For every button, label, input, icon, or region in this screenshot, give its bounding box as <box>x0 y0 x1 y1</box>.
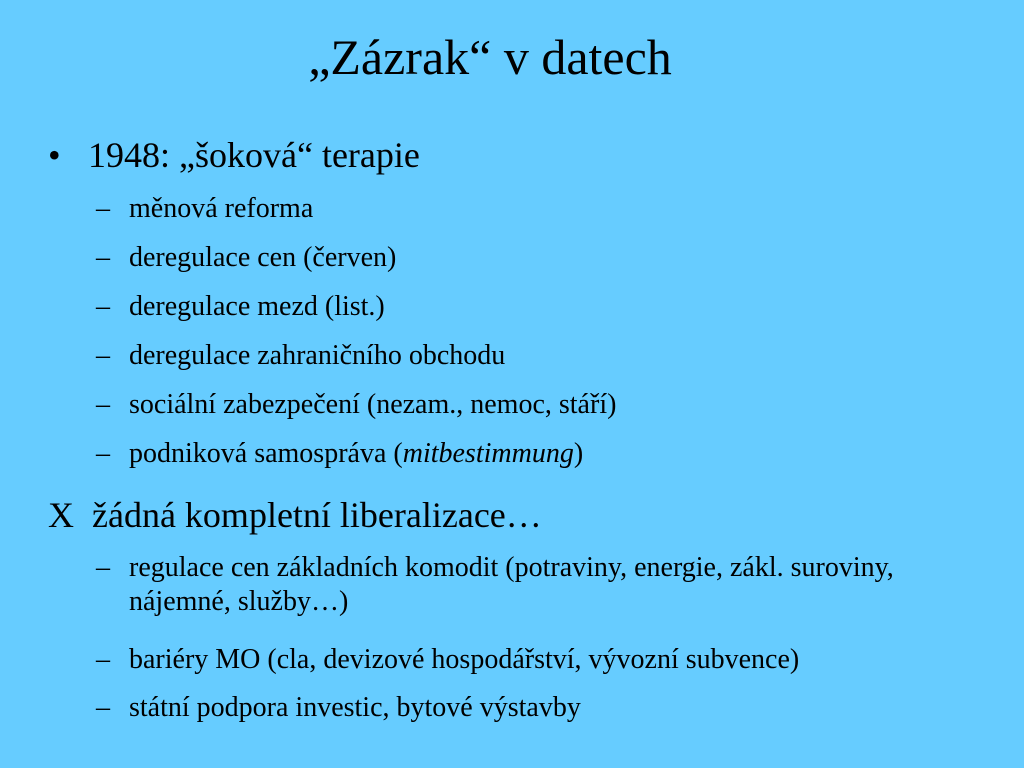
sub-item-text <box>129 437 949 471</box>
sub-item-text-after: ) <box>573 438 584 469</box>
bullet-text: žádná kompletní liberalizace… <box>92 495 542 535</box>
sub-item-deregulace-cen <box>96 241 949 275</box>
dash-marker: – <box>96 340 110 371</box>
sub-item-text: sociální zabezpečení (nezam., nemoc, stáří) <box>129 389 617 420</box>
dash-marker: – <box>96 552 110 583</box>
sub-item-text: deregulace zahraničního obchodu <box>129 340 506 371</box>
sub-item-deregulace-mezd <box>96 290 949 324</box>
dash-marker: – <box>96 291 110 322</box>
bullet-1948 <box>48 135 420 175</box>
sub-item-text: regulace cen základních komodit (potraviny, energie, zákl. suroviny, nájemné, služby…) <box>129 552 894 617</box>
sub-item-regulace-cen <box>96 551 949 619</box>
sub-item-text-before: podniková samospráva ( <box>129 438 403 469</box>
dash-marker: – <box>96 389 110 420</box>
sub-item-statni-podpora <box>96 691 949 725</box>
dash-marker: – <box>96 438 110 469</box>
bullet-liberalizace <box>48 495 542 535</box>
sub-item-text: měnová reforma <box>129 193 314 224</box>
sub-item-deregulace-obchodu <box>96 339 949 373</box>
dash-marker: – <box>96 242 110 273</box>
dash-marker: – <box>96 193 110 224</box>
bullet-marker: • <box>48 135 61 175</box>
sub-item-text: deregulace mezd (list.) <box>129 291 385 322</box>
sub-item-text-italic: mitbestimmung <box>402 438 574 469</box>
x-marker: X <box>48 495 74 535</box>
sub-item-text: bariéry MO (cla, devizové hospodářství, vývozní subvence) <box>129 644 800 675</box>
sub-item-bariery-mo <box>96 643 949 677</box>
slide-title: „Zázrak“ v datech <box>308 29 672 85</box>
sub-item-text: deregulace cen (červen) <box>129 242 397 273</box>
sub-item-menova-reforma <box>96 192 949 226</box>
dash-marker: – <box>96 644 110 675</box>
dash-marker: – <box>96 692 110 723</box>
sub-item-socialni-zabezpeceni <box>96 388 949 422</box>
bullet-text: 1948: „šoková“ terapie <box>88 135 420 175</box>
sub-item-podnikova-samosprava <box>96 437 949 471</box>
sub-item-text: státní podpora investic, bytové výstavby <box>129 692 581 723</box>
